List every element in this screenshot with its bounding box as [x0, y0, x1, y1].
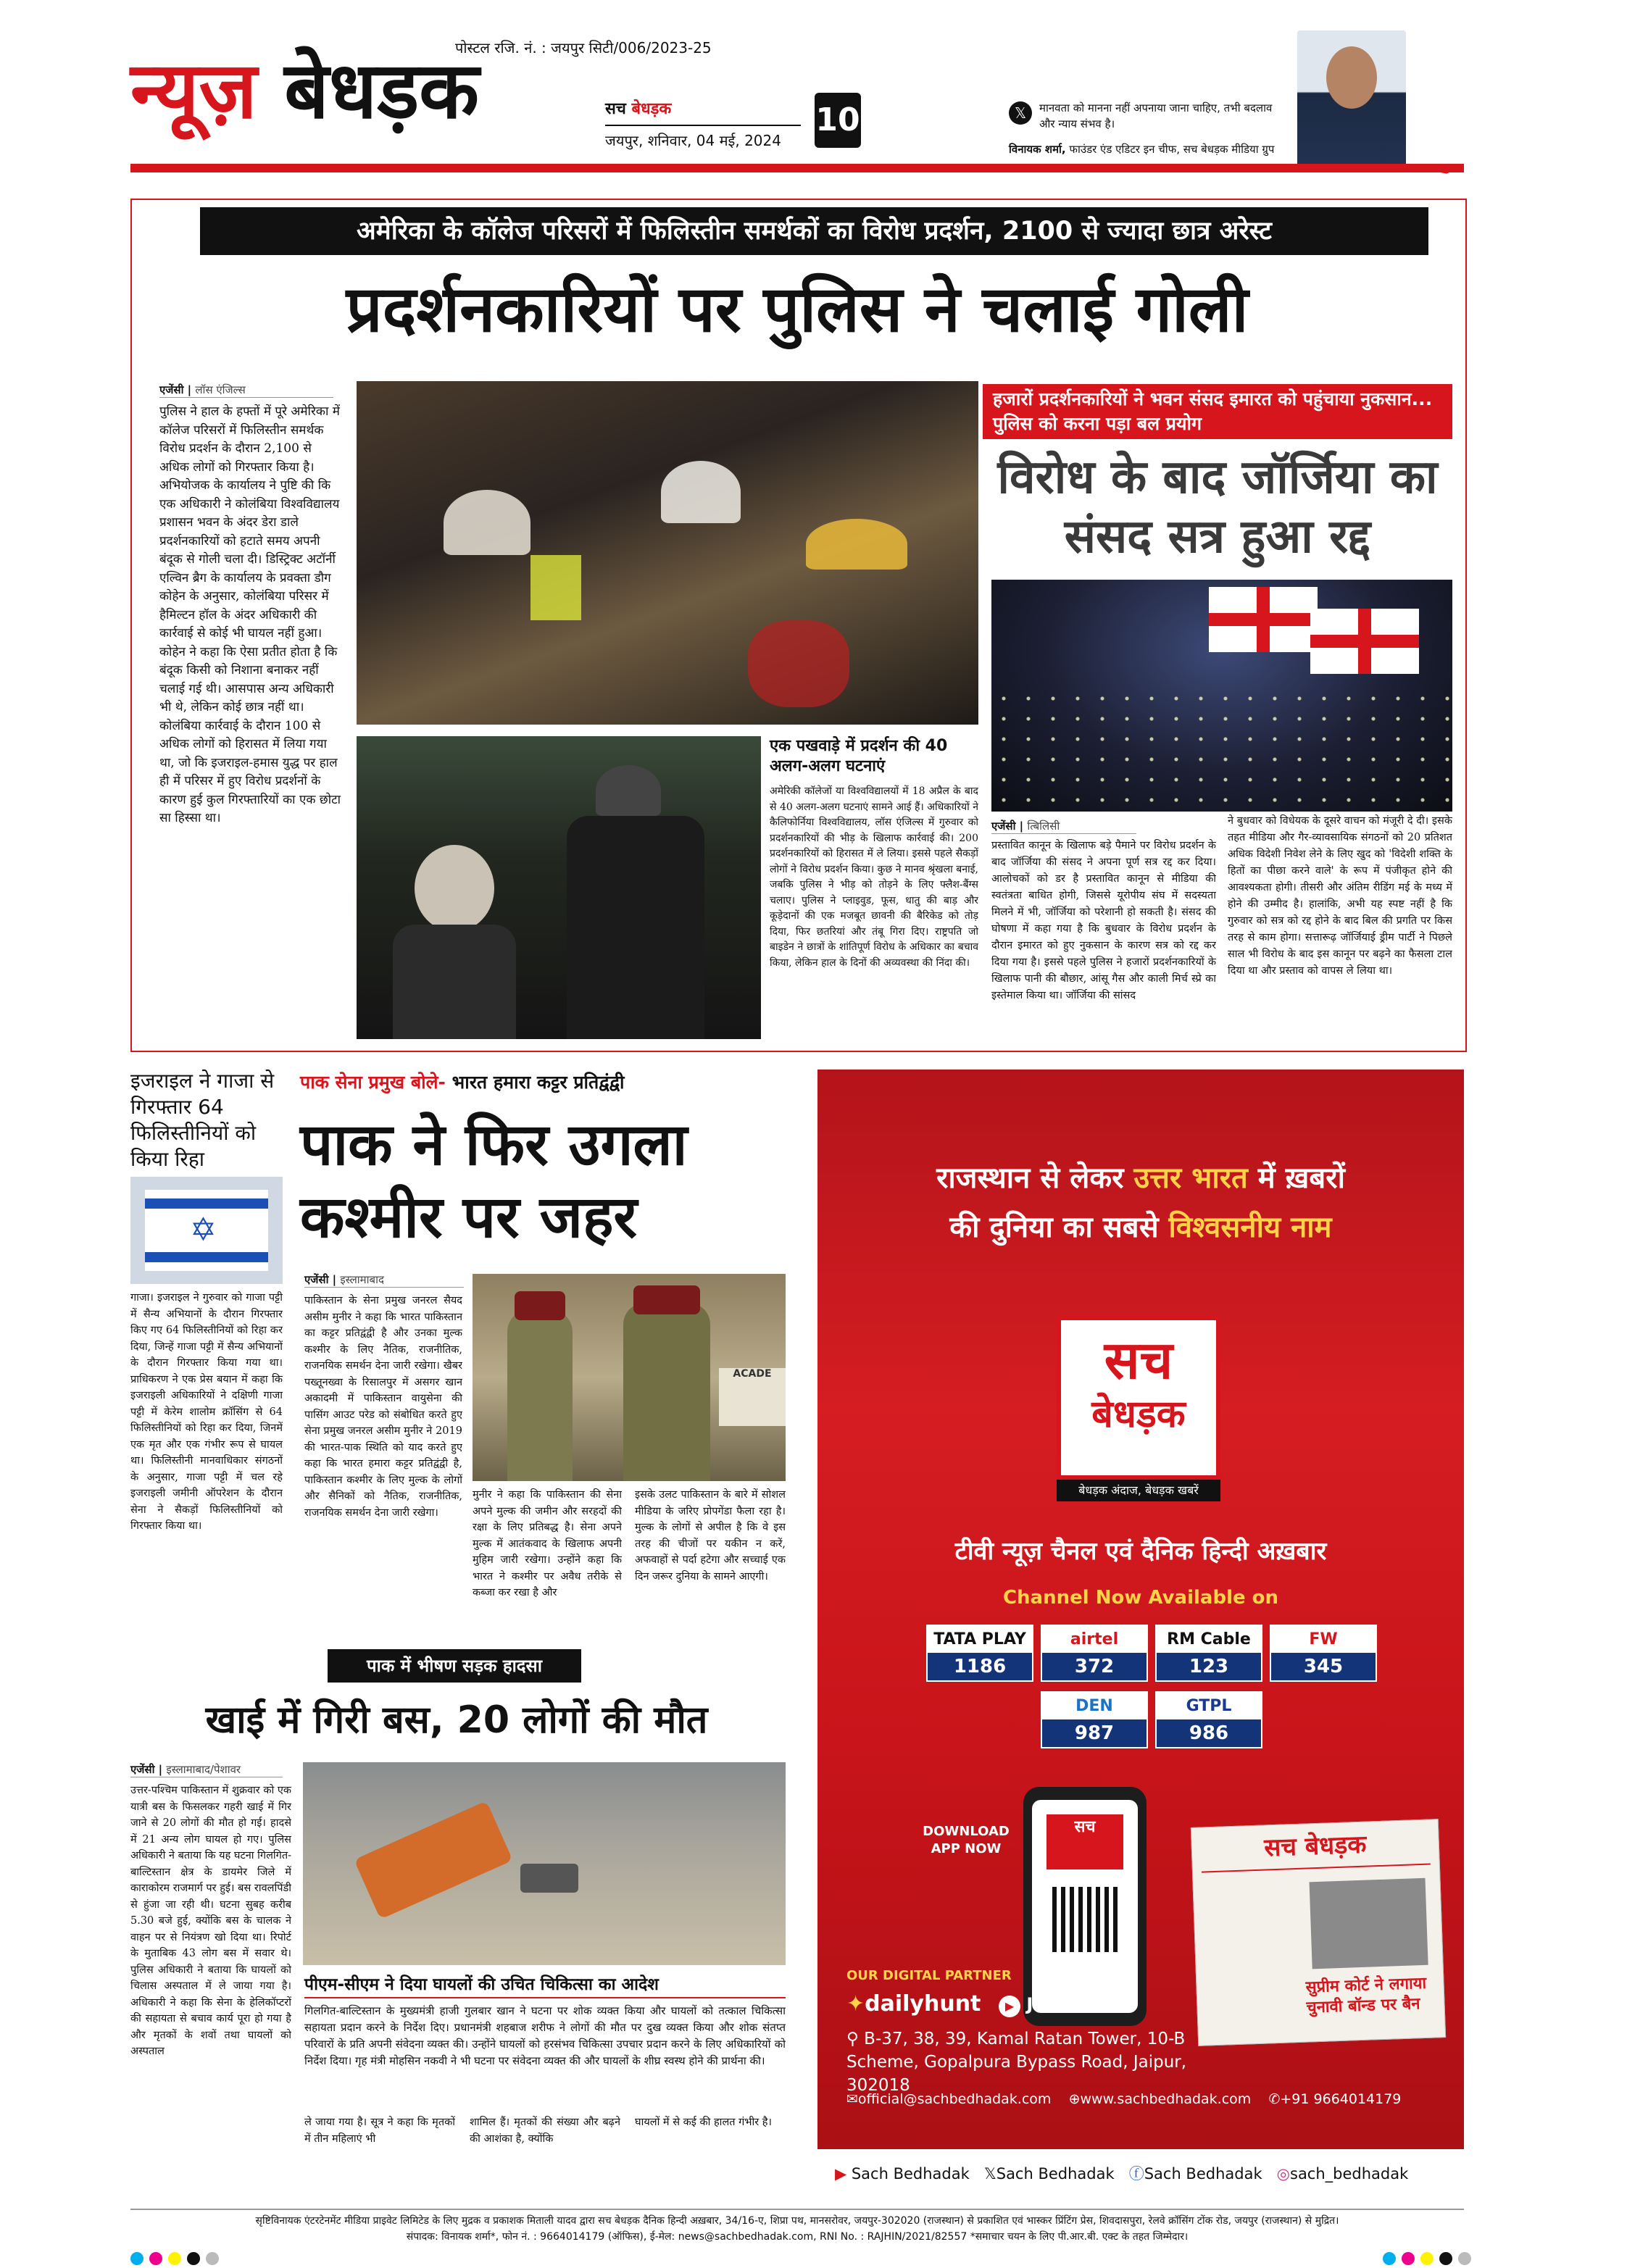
channel-tataplay: TATA PLAY 1186 — [926, 1625, 1033, 1682]
bus-continued-col3: घायलों में से कई की हालत गंभीर है। — [635, 2117, 772, 2128]
editor-quote: मानवता को मानना नहीं अपनाया जाना चाहिए, तभी बदलाव और न्याय संभव है। — [1039, 101, 1273, 130]
footer-rule — [130, 2209, 1464, 2210]
georgia-byline: एजेंसी | त्बिलिसी — [991, 819, 1136, 834]
logo-bedhadak: बेधड़क — [284, 46, 480, 136]
pak-headline: पाक ने फिर उगला कश्मीर पर जहर — [300, 1111, 688, 1251]
georgia-body-col2: ने बुधवार को विधेयक के दूसरे वाचन को मंजूरी दे दी। इसके तहत मीडिया और गैर-व्यावसायिक संगठनों को 20 प्रतिशत अधिक विदेशी निवेश लेने के लिए खुद को 'विदेशी शक्ति के हितों का पीछा करने वाले' के रूप में पंजीकृत होने की आवश्यकता होगी। तीसरी और अंतिम रीडिंग मई के मध्य में होने की उम्मीद है। हालांकि, अभी यह स्पष्ट नहीं है कि गुरुवार को सत्र को रद्द होने के बाद बिल की प्रगति पर किस तरह से काम होगा। सत्तारूढ़ जॉर्जियाई ड्रीम पार्टी ने पिछले साल भी विरोध के बाद इस कानून पर बढ़ने का फैसला टाल दिया था और प्रस्ताव को वापस ले लिया था। — [1228, 815, 1452, 977]
editor-credit: विनायक शर्मा, फाउंडर एंड एडिटर इन चीफ, सच बेधड़क मीडिया ग्रुप — [1009, 143, 1275, 156]
ad-logo-tagline: बेधड़क अंदाज, बेधड़क खबरें — [1057, 1480, 1220, 1501]
x-social-icon: 𝕏 — [983, 2165, 996, 2182]
jionews-icon: ▶ — [999, 1996, 1020, 2017]
logo-news: न्यूज़ — [130, 46, 257, 136]
bus-continued-col2: शामिल हैं। मृतकों की संख्या और बढ़ने की आशंका है, क्योंकि — [470, 2117, 620, 2145]
newspaper-mockup: सच बेधड़क सुप्रीम कोर्ट ने लगाया चुनावी बॉन्ड पर बैन — [1191, 1819, 1446, 2046]
pak-body-col2: मुनीर ने कहा कि पाकिस्तान की सेना अपने मुल्क की जमीन और सरहदों की रक्षा के लिए प्रतिबद्ध है। सेना अपने मुल्क में आतंकवाद के खिलाफ अपनी मुहिम जारी रखेगा। उन्होंने कहा कि भारत ने कश्मीर पर अवैध तरीके से कब्जा कर रखा है और — [473, 1489, 622, 1598]
postal-registration: पोस्टल रजि. नं. : जयपुर सिटी/006/2023-25 — [455, 39, 712, 57]
globe-icon: ⊕ — [1068, 2091, 1081, 2107]
ad-logo-sach: सच — [1104, 1330, 1173, 1391]
bus-byline: एजेंसी | इस्लामाबाद/पेशावर — [130, 1762, 283, 1777]
pak-byline: एजेंसी | इस्लामाबाद — [304, 1272, 464, 1288]
footer-imprint-line1: सृष्टिविनायक एंटरटेनमेंट मीडिया प्राइवेट लिमिटेड के लिए मुद्रक व प्रकाशक मिताली यादव द्वारा सच बेधड़क दैनिक हिन्दी अख़बार, 34/16-ए, शिप्रा पथ, मानसरोवर, जयपुर-302020 (राजस्थान) से प्रकाशित एवं भास्कर प्रिंटिंग प्रेस, शिवदासपुरा, रेलवे क्रॉसिंग टोंक रोड, जयपुर (राजस्थान) से मुद्रित। — [255, 2215, 1339, 2227]
ad-contact-row: ✉official@sachbedhadak.com ⊕www.sachbedhadak.com ✆+91 9664014179 — [846, 2091, 1402, 2107]
dailyhunt-logo: ✦dailyhunt — [846, 1991, 981, 2017]
channel-fw: FW 345 — [1270, 1625, 1377, 1682]
pak-body-col3: इसके उलट पाकिस्तान के बारे में सोशल मीडिया के जरिए प्रोपगेंडा फैला रहा है। मुल्क के लोगों से अपील है कि वे इस तरह की चीजों पर यकीन न करें, अफवाहों से पर्दा हटेगा और सच्चाई एक दिन जरूर दुनिया के सामने आएगी। — [635, 1489, 786, 1583]
mail-icon: ✉ — [846, 2091, 858, 2107]
ad-tagline-line1: राजस्थान से लेकर उत्तर भारत में ख़बरों — [936, 1162, 1345, 1195]
registration-marks-left — [130, 2252, 219, 2265]
ad-logo-bedhadak: बेधड़क — [1091, 1393, 1186, 1436]
israel-body: गाजा। इजराइल ने गुरुवार को गाजा पट्टी में सैन्य अभियानों के दौरान गिरफ्तार किए गए 64 फिलिस्तीनियों को रिहा कर दिया, जिन्हें गाजा पट्टी में सैन्य अभियानों के दौरान गिरफ्तार किया गया था। प्राधिकरण ने एक प्रेस बयान में कहा कि इजराइली अधिकारियों ने दक्षिणी गाजा पट्टी में केरेम शालोम क्रॉसिंग से 64 फिलिस्तीनियों को रिहा कर दिया, जिनमें एक मृत और एक गंभीर रूप से घायल था। फिलिस्तीनी मानवाधिकार संगठनों के अनुसार, गाजा पट्टी में चल रहे इजराइली जमीनी ऑपरेशन के दौरान सेना ने सैकड़ों फिलिस्तीनियों को गिरफ्तार किया था। — [130, 1292, 283, 1532]
digital-partner-label: OUR DIGITAL PARTNER — [846, 1968, 1012, 1983]
facebook-icon: ⓕ — [1128, 2165, 1144, 2182]
pak-army-chief-photo: ACADE — [473, 1274, 786, 1481]
israel-flag-photo — [130, 1177, 283, 1284]
protest-crowd-photo — [357, 381, 978, 725]
download-app-label: DOWNLOAD APP NOW — [923, 1824, 1010, 1856]
masthead-rule — [130, 164, 1464, 172]
bus-body: उत्तर-पश्चिम पाकिस्तान में शुक्रवार को एक यात्री बस के फिसलकर गहरी खाई में गिर जाने से 20 लोगों की मौत हो गई। हादसे में 21 अन्य लोग घायल हो गए। पुलिस अधिकारी ने बताया कि यह घटना गिलगित-बाल्टिस्तान क्षेत्र के डायमेर जिले में काराकोरम राजमार्ग पर हुई। बस रावलपिंडी से हुंजा जा रही थी। घटना सुबह करीब 5.30 बजे हुई, क्योंकि बस के चालक ने वाहन पर से नियंत्रण खो दिया था। रिपोर्ट के मुताबिक 43 लोग बस में सवार थे। पुलिस अधिकारी ने बताया कि घायलों को चिलास अस्पताल में ले जाया गया है। अधिकारी ने कहा कि सेना के हेलिकॉप्टरों की सहायता से बचाव कार्य पूरा हो गया है और मृतकों के शवों तथा घायलों को अस्पताल — [130, 1785, 291, 2057]
lead-sub-body: अमेरिकी कॉलेजों या विश्वविद्यालयों में 18 अप्रैल के बाद से 40 अलग-अलग घटनाएं सामने आई हैं। अधिकारियों ने कैलिफोर्निया विश्वविद्यालय, लॉस एंजिल्स में गुरुवार को प्रदर्शनकारियों की भीड़ के खिलाफ कार्रवाई की। 200 प्रदर्शनकारियों को हिरासत में ले लिया। इससे पहले सैकड़ों लोगों ने विरोध प्रदर्शन किया। कुछ ने मानव श्रृंखला बनाई, जबकि पुलिस ने भीड़ को तोड़ने के लिए फ्लैश-बैंग्स चलाए। पुलिस ने प्लाइवुड, फूस, धातु की बाड़ और कूड़ेदानों की एक मजबूत छावनी की बैरिकेड को तोड़ दिया, फिर छतरियां और तंबू गिरा दिए। राष्ट्रपति जो बाइडेन ने छात्रों के शांतिपूर्ण विरोध के अधिकार का बचाव किया, लेकिन हाल के दिनों की अव्यवस्था की निंदा की। — [770, 785, 978, 969]
georgia-protest-photo — [991, 580, 1452, 812]
editor-avatar — [1297, 30, 1406, 167]
bus-headline: खाई में गिरी बस, 20 लोगों की मौत — [205, 1698, 708, 1742]
lead-headline: प्रदर्शनकारियों पर पुलिस ने चलाई गोली — [346, 272, 1249, 346]
israel-headline: इजराइल ने गाजा से गिरफ्तार 64 फिलिस्तीनियों को किया रिहा — [130, 1069, 275, 1171]
ad-logo-box — [1057, 1316, 1220, 1480]
sach-bedhadak-ad — [817, 1070, 1464, 2198]
bus-kicker: पाक में भीषण सड़क हादसा — [328, 1649, 581, 1683]
lead-body: पुलिस ने हाल के हफ्तों में पूरे अमेरिका में कॉलेज परिसरों में फिलिस्तीन समर्थक विरोध प्रदर्शन के दौरान 2,100 से अधिक लोगों को गिरफ्तार किया है। अभियोजक के कार्यालय ने पुष्टि की कि एक अधिकारी ने कोलंबिया विश्वविद्यालय प्रशासन भवन के अंदर डेरा डाले प्रदर्शनकारियों को हटाते समय अपनी बंदूक से गोली चला दी। डिस्ट्रिक्ट अटॉर्नी एल्विन ब्रैग के कार्यालय के प्रवक्ता डौग कोहेन के अनुसार, कोलंबिया परिसर में हैमिल्टन हॉल के अंदर अधिकारी की कार्रवाई से कोई भी घायल नहीं हुआ। कोहेन ने कहा कि ऐसा प्रतीत होता है कि बंदूक किसी को निशाना बनाकर नहीं चलाई गई थी। आसपास अन्य अधिकारी भी थे, लेकिन कोई छात्र नहीं था। कोलंबिया कार्रवाई के दौरान 100 से अधिक लोगों को हिरासत में लिया गया था, जो कि इजराइल-हमास युद्ध पर हाल ही में परिसर में हुए विरोध प्रदर्शनों के कारण हुई कुल गिरफ्तारियों का एक छोटा सा हिस्सा था। — [159, 404, 341, 825]
jionews-logo: ▶ JioNews — [999, 1994, 1104, 2017]
bus-sub-headline: पीएम-सीएम ने दिया घायलों की उचित चिकित्सा का आदेश — [304, 1972, 786, 1998]
bus-accident-photo — [303, 1762, 786, 1965]
georgia-headline: विरोध के बाद जॉर्जिया का संसद सत्र हुआ रद्द — [997, 451, 1438, 564]
channel-gtpl: GTPL 986 — [1155, 1691, 1262, 1748]
masthead-logo — [130, 48, 479, 135]
dateline: जयपुर, शनिवार, 04 मई, 2024 — [605, 125, 801, 150]
ad-social-row: ▶ Sach Bedhadak 𝕏Sach Bedhadak ⓕSach Bedhadak ◎sach_bedhadak — [817, 2149, 1464, 2198]
pen-icon: ✒ — [1433, 154, 1458, 187]
lead-kicker: अमेरिका के कॉलेज परिसरों में फिलिस्तीन समर्थकों का विरोध प्रदर्शन, 2100 से ज्यादा छात्र अरेस्ट — [200, 207, 1428, 255]
location-pin-icon: ⚲ — [846, 2030, 859, 2048]
x-icon: 𝕏 — [1009, 101, 1032, 125]
ad-tagline-line2: की दुनिया का सबसे विश्वसनीय नाम — [949, 1211, 1332, 1244]
bus-continued-col1: ले जाया गया है। सूत्र ने कहा कि मृतकों में तीन महिलाएं भी — [304, 2117, 455, 2145]
channel-den: DEN 987 — [1041, 1691, 1148, 1748]
footer-imprint-line2: संपादक: विनायक शर्मा*, फोन नं. : 9664014179 (ऑफिस), ई-मेल: news@sachbedhadak.com, RNI No. : RAJHIN/2021/82557 *समाचार चयन के लिए पी.आर.बी. एक्ट के तहत जिम्मेदार। — [406, 2231, 1189, 2243]
ad-subtitle: टीवी न्यूज़ चैनल एवं दैनिक हिन्दी अख़बार — [954, 1537, 1327, 1566]
georgia-body-col1: प्रस्तावित कानून के खिलाफ बड़े पैमाने पर विरोध प्रदर्शन के बाद जॉर्जिया की संसद ने अपना पूर्ण सत्र रद्द कर दिया। आलोचकों को डर है प्रस्तावित कानून से मीडिया की स्वतंत्रता बाधित होगी, जिससे यूरोपीय संघ में सदस्यता मिलने में भी, जॉर्जिया को परेशानी हो सकती है। संसद की घोषणा में कहा गया है कि बुधवार के विरोध प्रदर्शन के दौरान इमारत को हुए नुकसान के कारण सत्र को रद्द कर दिया गया है। इससे पहले पुलिस ने हजारों प्रदर्शनकारियों के खिलाफ पानी की बौछार, आंसू गैस और काली मिर्च स्प्रे का इस्तेमाल किया था। जॉर्जिया की सांसद — [991, 840, 1216, 1001]
lead-byline: एजेंसी | लॉस एंजिल्स — [159, 383, 333, 398]
pak-body-col1: पाकिस्तान के सेना प्रमुख जनरल सैयद असीम मुनीर ने कहा कि भारत पाकिस्तान का कट्टर प्रतिद्वंद्वी है और उनका मुल्क कश्मीर के लिए नैतिक, राजनीतिक, राजनयिक समर्थन देना जारी रखेगा। खैबर पख्तूनख्वा के रिसालपुर में असगर खान अकादमी में पाकिस्तान वायुसेना की पासिंग आउट परेड को संबोधित करते हुए सेना प्रमुख जनरल असीम मुनीर ने 2019 की भारत-पाक स्थिति को याद करते हुए कहा कि भारत हमारा कट्टर प्रतिद्वंद्वी है, पाकिस्तान कश्मीर के लिए मुल्क के लोगों और सैनिकों को नैतिक, राजनीतिक, राजनयिक समर्थन देना जारी रखेगा। — [304, 1295, 462, 1519]
page-number: 10 — [815, 93, 861, 148]
registration-marks-right — [1383, 2252, 1471, 2265]
star-of-david-icon: ✡ — [190, 1212, 217, 1248]
bus-sub-body: गिलगित-बाल्टिस्तान के मुख्यमंत्री हाजी गुलबार खान ने घटना पर शोक व्यक्त किया और घायलों को तत्काल चिकित्सा सहायता प्रदान करने के निर्देश दिए। प्रधानमंत्री शहबाज शरीफ ने लोगों की मौत पर दुख व्यक्त किया और शोक संतप्त परिवारों के प्रति अपनी संवेदना व्यक्त की। उन्होंने घायलों को हरसंभव चिकित्सा उपचार प्रदान करने के लिए अधिकारियों को निर्देश दिया। गृह मंत्री मोहसिन नकवी ने भी घटना पर संवेदना व्यक्त की और घायलों के शीघ्र स्वस्थ होने की प्रार्थना की। — [304, 2004, 786, 2067]
police-campus-photo — [357, 736, 761, 1039]
channel-heading: Channel Now Available on — [1002, 1587, 1279, 1609]
phone-icon: ✆ — [1268, 2091, 1281, 2107]
youtube-icon: ▶ — [835, 2165, 847, 2182]
phone-mockup: सच — [1023, 1787, 1147, 2026]
sach-bedhadak-label: सच बेधड़क — [605, 100, 672, 118]
instagram-icon: ◎ — [1276, 2165, 1290, 2182]
channel-airtel: airtel 372 — [1041, 1625, 1148, 1682]
channel-rm-cable: RM Cable 123 — [1155, 1625, 1262, 1682]
ad-address: ⚲ B-37, 38, 39, Kamal Ratan Tower, 10-B Scheme, Gopalpura Bypass Road, Jaipur, 302018 — [846, 2030, 1187, 2095]
lead-sub-headline: एक पखवाड़े में प्रदर्शन की 40 अलग-अलग घटनाएं — [770, 737, 948, 775]
georgia-banner: हजारों प्रदर्शनकारियों ने भवन संसद इमारत को पहुंचाया नुकसान... पुलिस को करना पड़ा बल प्रयोग — [983, 384, 1452, 439]
dailyhunt-icon: ✦ — [846, 1991, 865, 2017]
pak-kicker: पाक सेना प्रमुख बोले- भारत हमारा कट्टर प्रतिद्वंद्वी — [300, 1072, 625, 1093]
